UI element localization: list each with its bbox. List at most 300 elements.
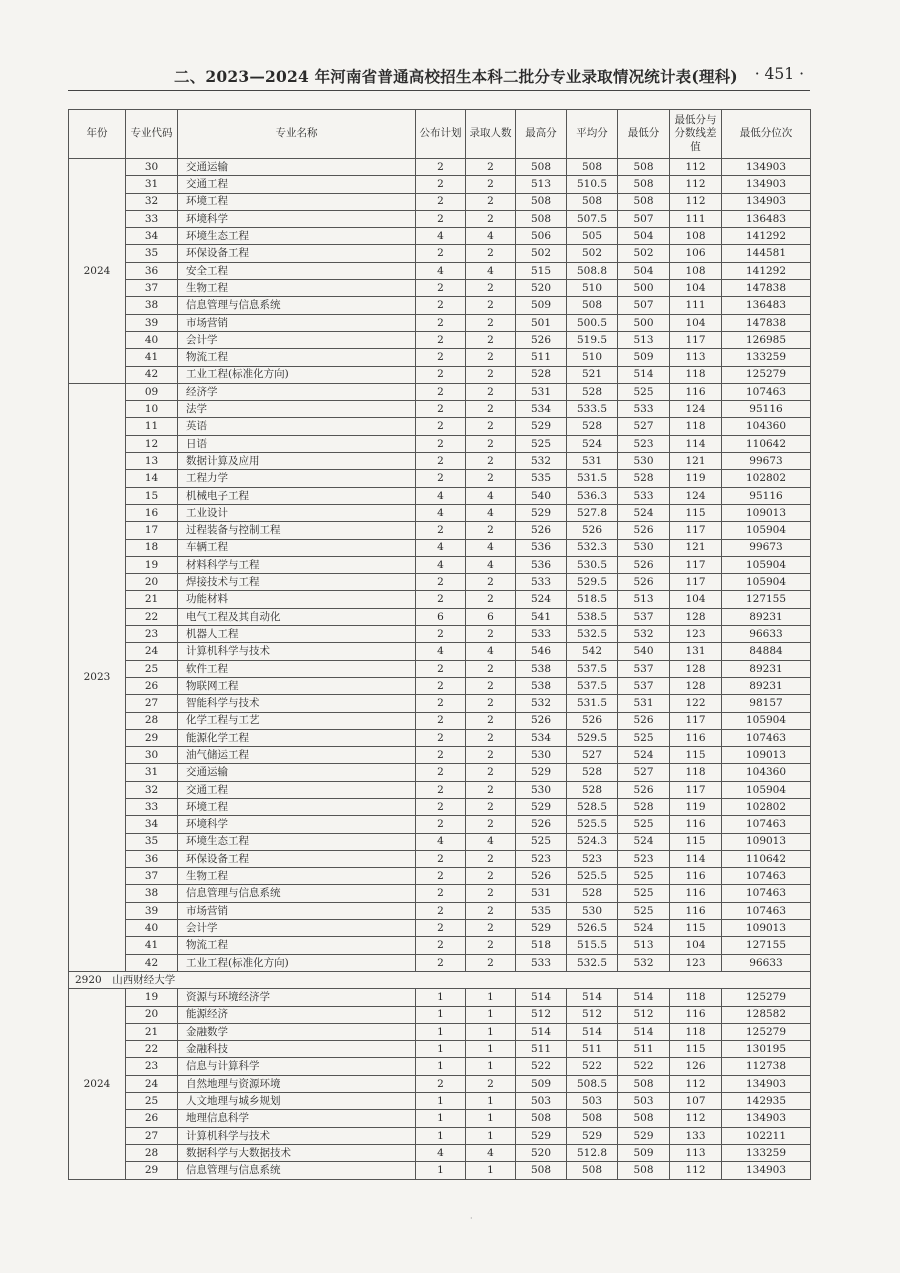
min-cell: 526 — [618, 781, 670, 798]
table-row — [69, 556, 811, 573]
avg-cell: 537.5 — [567, 677, 618, 694]
min-cell: 528 — [618, 470, 670, 487]
plan-cell: 2 — [416, 245, 466, 262]
major-cell: 交通工程 — [178, 176, 416, 193]
max-cell: 525 — [516, 833, 567, 850]
min-cell: 525 — [618, 816, 670, 833]
avg-cell: 532.5 — [567, 626, 618, 643]
table-row — [69, 1023, 811, 1040]
min-cell: 525 — [618, 902, 670, 919]
diff-cell: 112 — [670, 159, 722, 176]
max-cell: 533 — [516, 574, 567, 591]
code-cell: 19 — [126, 556, 178, 573]
max-cell: 534 — [516, 401, 567, 418]
min-cell: 509 — [618, 349, 670, 366]
plan-cell: 2 — [416, 349, 466, 366]
avg-cell: 521 — [567, 366, 618, 383]
avg-cell: 536.3 — [567, 487, 618, 504]
plan-cell: 2 — [416, 297, 466, 314]
diff-cell: 111 — [670, 297, 722, 314]
plan-cell: 2 — [416, 729, 466, 746]
admissions-table — [68, 109, 811, 1180]
diff-cell: 117 — [670, 331, 722, 348]
avg-cell: 526.5 — [567, 920, 618, 937]
code-cell: 29 — [126, 729, 178, 746]
min-cell: 512 — [618, 1006, 670, 1023]
min-cell: 527 — [618, 418, 670, 435]
code-cell: 14 — [126, 470, 178, 487]
admitted-cell: 2 — [466, 695, 516, 712]
admitted-cell: 1 — [466, 989, 516, 1006]
admitted-cell: 2 — [466, 937, 516, 954]
table-row — [69, 331, 811, 348]
major-cell: 工业工程(标准化方向) — [178, 366, 416, 383]
plan-cell: 2 — [416, 435, 466, 452]
rank-cell: 133259 — [722, 349, 811, 366]
major-cell: 智能科学与技术 — [178, 695, 416, 712]
table-row — [69, 1058, 811, 1075]
max-cell: 529 — [516, 920, 567, 937]
rank-cell: 95116 — [722, 401, 811, 418]
plan-cell: 2 — [416, 383, 466, 400]
page-title: 二、2023—2024 年河南省普通高校招生本科二批分专业录取情况统计表(理科) — [174, 67, 738, 86]
code-cell: 34 — [126, 228, 178, 245]
min-cell: 528 — [618, 798, 670, 815]
diff-cell: 124 — [670, 487, 722, 504]
admitted-cell: 2 — [466, 245, 516, 262]
major-cell: 物联网工程 — [178, 677, 416, 694]
column-header-admitted: 录取人数 — [466, 110, 516, 159]
page-number: · 451 · — [754, 65, 804, 83]
plan-cell: 4 — [416, 556, 466, 573]
rank-cell: 147838 — [722, 314, 811, 331]
avg-cell: 529 — [567, 1127, 618, 1144]
table-row — [69, 764, 811, 781]
plan-cell: 2 — [416, 885, 466, 902]
avg-cell: 531 — [567, 453, 618, 470]
rank-cell: 142935 — [722, 1093, 811, 1110]
admitted-cell: 2 — [466, 297, 516, 314]
table-row — [69, 504, 811, 521]
admitted-cell: 2 — [466, 331, 516, 348]
plan-cell: 4 — [416, 504, 466, 521]
admitted-cell: 2 — [466, 816, 516, 833]
plan-cell: 4 — [416, 539, 466, 556]
diff-cell: 115 — [670, 504, 722, 521]
admitted-cell: 6 — [466, 608, 516, 625]
table-row — [69, 574, 811, 591]
diff-cell: 128 — [670, 608, 722, 625]
rank-cell: 107463 — [722, 816, 811, 833]
min-cell: 522 — [618, 1058, 670, 1075]
max-cell: 534 — [516, 729, 567, 746]
admitted-cell: 2 — [466, 868, 516, 885]
code-cell: 26 — [126, 1110, 178, 1127]
diff-cell: 117 — [670, 574, 722, 591]
school-row — [69, 971, 811, 988]
avg-cell: 538.5 — [567, 608, 618, 625]
major-cell: 安全工程 — [178, 262, 416, 279]
table-row — [69, 781, 811, 798]
rank-cell: 136483 — [722, 297, 811, 314]
avg-cell: 530 — [567, 902, 618, 919]
plan-cell: 2 — [416, 798, 466, 815]
code-cell: 30 — [126, 747, 178, 764]
major-cell: 工程力学 — [178, 470, 416, 487]
avg-cell: 519.5 — [567, 331, 618, 348]
avg-cell: 510.5 — [567, 176, 618, 193]
avg-cell: 528 — [567, 781, 618, 798]
avg-cell: 512 — [567, 1006, 618, 1023]
avg-cell: 532.5 — [567, 954, 618, 971]
min-cell: 507 — [618, 297, 670, 314]
code-cell: 23 — [126, 1058, 178, 1075]
avg-cell: 527 — [567, 747, 618, 764]
plan-cell: 2 — [416, 677, 466, 694]
plan-cell: 4 — [416, 833, 466, 850]
plan-cell: 1 — [416, 1041, 466, 1058]
diff-cell: 113 — [670, 1144, 722, 1161]
major-cell: 物流工程 — [178, 937, 416, 954]
code-cell: 10 — [126, 401, 178, 418]
admitted-cell: 2 — [466, 453, 516, 470]
code-cell: 42 — [126, 954, 178, 971]
max-cell: 529 — [516, 1127, 567, 1144]
code-cell: 40 — [126, 920, 178, 937]
rank-cell: 105904 — [722, 556, 811, 573]
avg-cell: 528 — [567, 885, 618, 902]
school-name: 2920 山西财经大学 — [69, 971, 811, 988]
diff-cell: 112 — [670, 1110, 722, 1127]
min-cell: 500 — [618, 314, 670, 331]
diff-cell: 115 — [670, 747, 722, 764]
min-cell: 533 — [618, 401, 670, 418]
max-cell: 526 — [516, 816, 567, 833]
plan-cell: 2 — [416, 366, 466, 383]
year-cell: 2024 — [69, 159, 126, 384]
major-cell: 计算机科学与技术 — [178, 643, 416, 660]
plan-cell: 6 — [416, 608, 466, 625]
table-row — [69, 1110, 811, 1127]
table-row — [69, 314, 811, 331]
plan-cell: 2 — [416, 470, 466, 487]
code-cell: 25 — [126, 660, 178, 677]
max-cell: 529 — [516, 504, 567, 521]
table-row — [69, 228, 811, 245]
diff-cell: 112 — [670, 1162, 722, 1179]
code-cell: 20 — [126, 574, 178, 591]
avg-cell: 542 — [567, 643, 618, 660]
code-cell: 15 — [126, 487, 178, 504]
code-cell: 36 — [126, 850, 178, 867]
rank-cell: 128582 — [722, 1006, 811, 1023]
min-cell: 537 — [618, 677, 670, 694]
major-cell: 过程装备与控制工程 — [178, 522, 416, 539]
rank-cell: 96633 — [722, 626, 811, 643]
min-cell: 525 — [618, 729, 670, 746]
rank-cell: 127155 — [722, 937, 811, 954]
rank-cell: 104360 — [722, 764, 811, 781]
code-cell: 21 — [126, 1023, 178, 1040]
max-cell: 538 — [516, 677, 567, 694]
plan-cell: 2 — [416, 280, 466, 297]
table-row — [69, 695, 811, 712]
avg-cell: 528 — [567, 383, 618, 400]
admitted-cell: 2 — [466, 314, 516, 331]
max-cell: 502 — [516, 245, 567, 262]
admitted-cell: 2 — [466, 729, 516, 746]
diff-cell: 115 — [670, 920, 722, 937]
diff-cell: 104 — [670, 937, 722, 954]
max-cell: 511 — [516, 1041, 567, 1058]
rank-cell: 141292 — [722, 228, 811, 245]
min-cell: 526 — [618, 712, 670, 729]
min-cell: 530 — [618, 539, 670, 556]
diff-cell: 113 — [670, 349, 722, 366]
avg-cell: 524.3 — [567, 833, 618, 850]
major-cell: 人文地理与城乡规划 — [178, 1093, 416, 1110]
max-cell: 546 — [516, 643, 567, 660]
avg-cell: 514 — [567, 1023, 618, 1040]
rank-cell: 102211 — [722, 1127, 811, 1144]
table-row — [69, 539, 811, 556]
max-cell: 526 — [516, 522, 567, 539]
diff-cell: 114 — [670, 850, 722, 867]
admitted-cell: 2 — [466, 677, 516, 694]
rank-cell: 147838 — [722, 280, 811, 297]
diff-cell: 121 — [670, 539, 722, 556]
code-cell: 38 — [126, 885, 178, 902]
code-cell: 24 — [126, 643, 178, 660]
max-cell: 514 — [516, 1023, 567, 1040]
min-cell: 532 — [618, 954, 670, 971]
max-cell: 520 — [516, 280, 567, 297]
code-cell: 28 — [126, 712, 178, 729]
table-row — [69, 435, 811, 452]
table-row — [69, 954, 811, 971]
admitted-cell: 4 — [466, 504, 516, 521]
min-cell: 527 — [618, 764, 670, 781]
avg-cell: 528 — [567, 764, 618, 781]
plan-cell: 2 — [416, 920, 466, 937]
major-cell: 金融数学 — [178, 1023, 416, 1040]
major-cell: 能源化学工程 — [178, 729, 416, 746]
major-cell: 油气储运工程 — [178, 747, 416, 764]
min-cell: 537 — [618, 608, 670, 625]
major-cell: 工业设计 — [178, 504, 416, 521]
diff-cell: 117 — [670, 781, 722, 798]
year-cell: 2023 — [69, 383, 126, 971]
admitted-cell: 2 — [466, 1075, 516, 1092]
admitted-cell: 2 — [466, 920, 516, 937]
table-row — [69, 522, 811, 539]
major-cell: 信息管理与信息系统 — [178, 1162, 416, 1179]
diff-cell: 117 — [670, 522, 722, 539]
table-row — [69, 349, 811, 366]
admitted-cell: 4 — [466, 1144, 516, 1161]
plan-cell: 2 — [416, 850, 466, 867]
table-row — [69, 902, 811, 919]
avg-cell: 503 — [567, 1093, 618, 1110]
rank-cell: 99673 — [722, 539, 811, 556]
min-cell: 509 — [618, 1144, 670, 1161]
avg-cell: 524 — [567, 435, 618, 452]
diff-cell: 117 — [670, 712, 722, 729]
max-cell: 531 — [516, 383, 567, 400]
table-row — [69, 1127, 811, 1144]
admitted-cell: 2 — [466, 176, 516, 193]
avg-cell: 508 — [567, 1110, 618, 1127]
major-cell: 功能材料 — [178, 591, 416, 608]
max-cell: 529 — [516, 764, 567, 781]
rank-cell: 126985 — [722, 331, 811, 348]
rank-cell: 102802 — [722, 798, 811, 815]
admitted-cell: 2 — [466, 712, 516, 729]
max-cell: 515 — [516, 262, 567, 279]
avg-cell: 502 — [567, 245, 618, 262]
plan-cell: 2 — [416, 176, 466, 193]
rank-cell: 127155 — [722, 591, 811, 608]
diff-cell: 115 — [670, 833, 722, 850]
page-header — [68, 62, 810, 91]
major-cell: 信息与计算科学 — [178, 1058, 416, 1075]
admitted-cell: 2 — [466, 626, 516, 643]
major-cell: 工业工程(标准化方向) — [178, 954, 416, 971]
diff-cell: 123 — [670, 626, 722, 643]
table-row — [69, 989, 811, 1006]
admitted-cell: 2 — [466, 574, 516, 591]
avg-cell: 510 — [567, 280, 618, 297]
plan-cell: 2 — [416, 712, 466, 729]
admitted-cell: 4 — [466, 539, 516, 556]
code-cell: 33 — [126, 210, 178, 227]
max-cell: 514 — [516, 989, 567, 1006]
plan-cell: 1 — [416, 1127, 466, 1144]
plan-cell: 4 — [416, 1144, 466, 1161]
diff-cell: 108 — [670, 262, 722, 279]
admitted-cell: 1 — [466, 1041, 516, 1058]
table-row — [69, 297, 811, 314]
avg-cell: 528.5 — [567, 798, 618, 815]
diff-cell: 123 — [670, 954, 722, 971]
rank-cell: 96633 — [722, 954, 811, 971]
table-row — [69, 418, 811, 435]
max-cell: 528 — [516, 366, 567, 383]
code-cell: 09 — [126, 383, 178, 400]
max-cell: 526 — [516, 331, 567, 348]
major-cell: 软件工程 — [178, 660, 416, 677]
major-cell: 计算机科学与技术 — [178, 1127, 416, 1144]
admitted-cell: 2 — [466, 781, 516, 798]
min-cell: 513 — [618, 937, 670, 954]
avg-cell: 533.5 — [567, 401, 618, 418]
min-cell: 503 — [618, 1093, 670, 1110]
plan-cell: 2 — [416, 816, 466, 833]
rank-cell: 105904 — [722, 574, 811, 591]
admitted-cell: 2 — [466, 470, 516, 487]
max-cell: 506 — [516, 228, 567, 245]
plan-cell: 2 — [416, 747, 466, 764]
diff-cell: 112 — [670, 193, 722, 210]
plan-cell: 2 — [416, 954, 466, 971]
diff-cell: 122 — [670, 695, 722, 712]
major-cell: 环保设备工程 — [178, 850, 416, 867]
admitted-cell: 4 — [466, 487, 516, 504]
avg-cell: 530.5 — [567, 556, 618, 573]
admitted-cell: 1 — [466, 1093, 516, 1110]
diff-cell: 116 — [670, 868, 722, 885]
min-cell: 526 — [618, 556, 670, 573]
rank-cell: 125279 — [722, 366, 811, 383]
rank-cell: 105904 — [722, 522, 811, 539]
plan-cell: 2 — [416, 764, 466, 781]
avg-cell: 508.8 — [567, 262, 618, 279]
table-row — [69, 401, 811, 418]
code-cell: 31 — [126, 764, 178, 781]
code-cell: 32 — [126, 193, 178, 210]
code-cell: 22 — [126, 608, 178, 625]
min-cell: 514 — [618, 366, 670, 383]
rank-cell: 134903 — [722, 1110, 811, 1127]
max-cell: 533 — [516, 626, 567, 643]
diff-cell: 118 — [670, 1023, 722, 1040]
min-cell: 507 — [618, 210, 670, 227]
rank-cell: 130195 — [722, 1041, 811, 1058]
admitted-cell: 2 — [466, 366, 516, 383]
diff-cell: 112 — [670, 1075, 722, 1092]
avg-cell: 531.5 — [567, 695, 618, 712]
diff-cell: 118 — [670, 366, 722, 383]
major-cell: 数据计算及应用 — [178, 453, 416, 470]
diff-cell: 118 — [670, 764, 722, 781]
admitted-cell: 2 — [466, 280, 516, 297]
major-cell: 会计学 — [178, 331, 416, 348]
code-cell: 35 — [126, 245, 178, 262]
table-row — [69, 1093, 811, 1110]
rank-cell: 107463 — [722, 729, 811, 746]
max-cell: 522 — [516, 1058, 567, 1075]
max-cell: 524 — [516, 591, 567, 608]
avg-cell: 510 — [567, 349, 618, 366]
rank-cell: 109013 — [722, 504, 811, 521]
plan-cell: 1 — [416, 1162, 466, 1179]
min-cell: 504 — [618, 228, 670, 245]
min-cell: 513 — [618, 331, 670, 348]
column-header-min: 最低分 — [618, 110, 670, 159]
max-cell: 533 — [516, 954, 567, 971]
min-cell: 531 — [618, 695, 670, 712]
min-cell: 508 — [618, 1162, 670, 1179]
table-row — [69, 885, 811, 902]
max-cell: 508 — [516, 1110, 567, 1127]
plan-cell: 1 — [416, 1023, 466, 1040]
rank-cell: 125279 — [722, 1023, 811, 1040]
rank-cell: 112738 — [722, 1058, 811, 1075]
admitted-cell: 4 — [466, 228, 516, 245]
diff-cell: 106 — [670, 245, 722, 262]
table-row — [69, 643, 811, 660]
rank-cell: 109013 — [722, 747, 811, 764]
code-cell: 32 — [126, 781, 178, 798]
major-cell: 法学 — [178, 401, 416, 418]
min-cell: 523 — [618, 435, 670, 452]
plan-cell: 2 — [416, 937, 466, 954]
rank-cell: 95116 — [722, 487, 811, 504]
plan-cell: 4 — [416, 262, 466, 279]
table-row — [69, 470, 811, 487]
plan-cell: 2 — [416, 453, 466, 470]
code-cell: 41 — [126, 937, 178, 954]
